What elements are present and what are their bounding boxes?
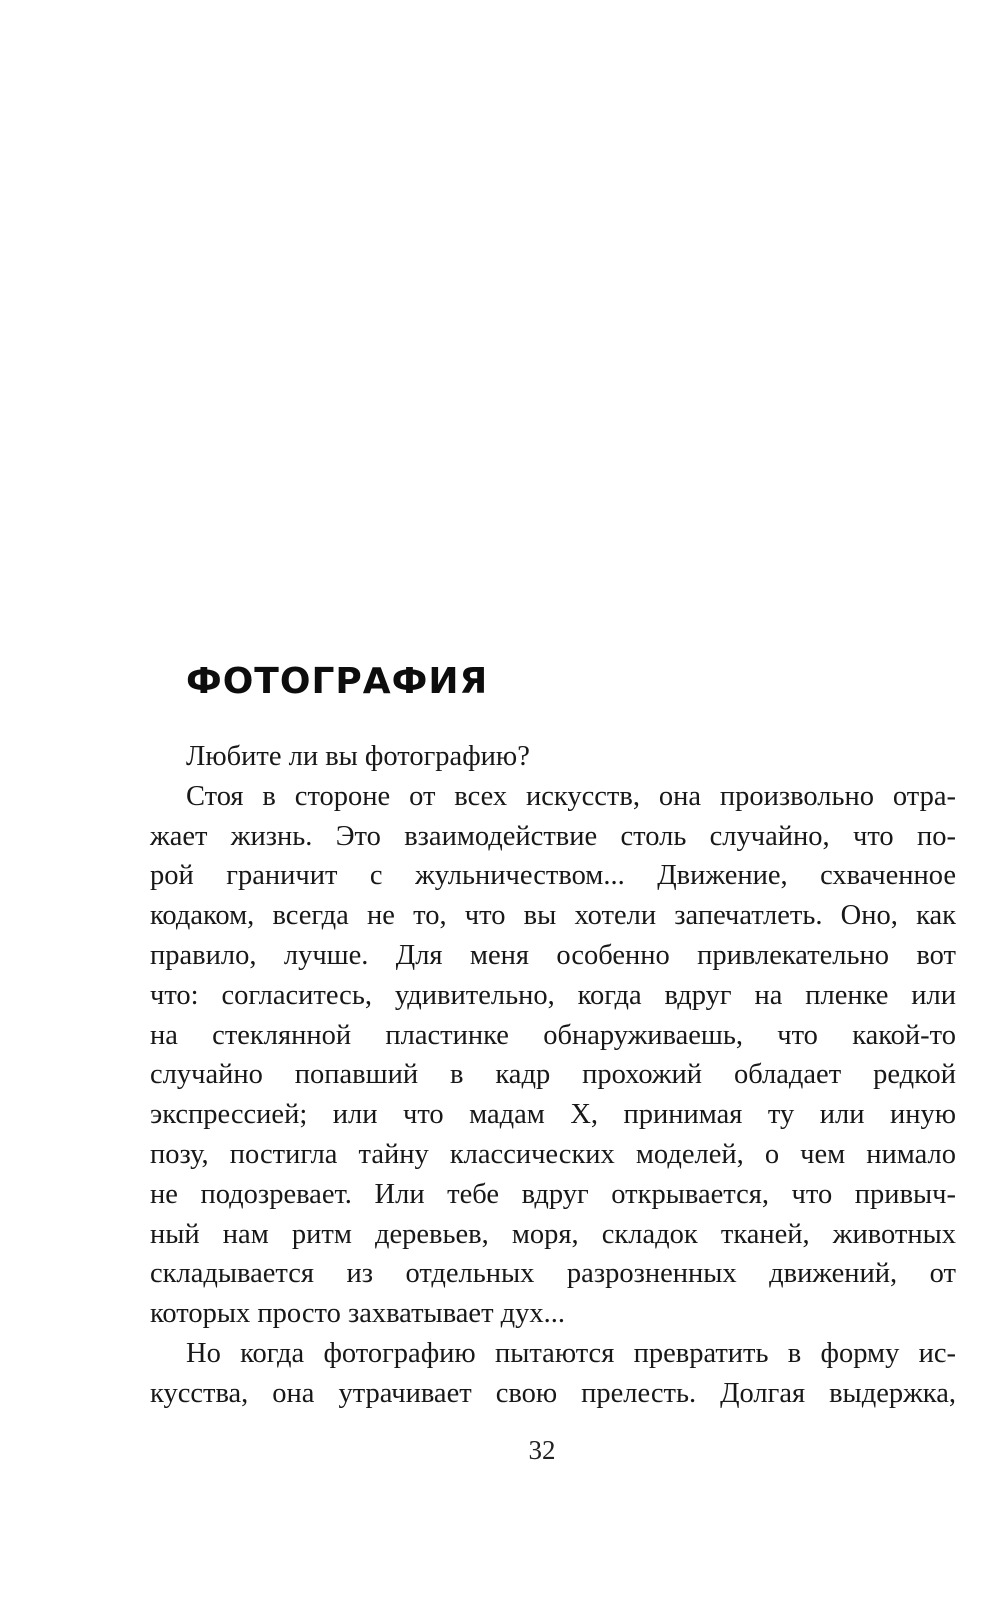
paragraph-line: ный нам ритм деревьев, моря, складок тканей, животных [150,1218,956,1250]
paragraph-line: что: согласитесь, удивительно, когда вдруг на пленке или [150,979,956,1011]
paragraph-line: на стеклянной пластинке обнаруживаешь, что какой-то [150,1019,956,1051]
paragraph-line: жает жизнь. Это взаимодействие столь случайно, что по- [150,820,956,852]
paragraph-line: Но когда фотографию пытаются превратить в форму ис- [186,1337,956,1369]
paragraph-line: кодаком, всегда не то, что вы хотели запечатлеть. Оно, как [150,900,956,932]
paragraph-line: Стоя в стороне от всех искусств, она произвольно отра- [186,780,956,812]
paragraph-line: случайно попавший в кадр прохожий обладает редкой [150,1059,956,1091]
body-text [150,737,956,1414]
paragraph-line: не подозревает. Или тебе вдруг открывается, что привыч- [150,1178,956,1210]
chapter-title: ФОТОГРАФИЯ [186,661,489,702]
paragraph-line: рой граничит с жульничеством... Движение, схваченное [150,860,956,892]
paragraph-line: позу, постигла тайну классических моделей, о чем нимало [150,1138,956,1170]
paragraph-line: правило, лучше. Для меня особенно привлекательно вот [150,939,956,971]
paragraph-line: кусства, она утрачивает свою прелесть. Долгая выдержка, [150,1377,956,1409]
paragraph-line: экспрессией; или что мадам X, принимая ту или иную [150,1099,956,1131]
paragraph-line: складывается из отдельных разрозненных движений, от [150,1258,956,1290]
paragraph-line: Любите ли вы фотографию? [186,741,530,772]
paragraph-line: которых просто захватывает дух... [150,1298,566,1330]
page-number: 32 [528,1435,556,1465]
